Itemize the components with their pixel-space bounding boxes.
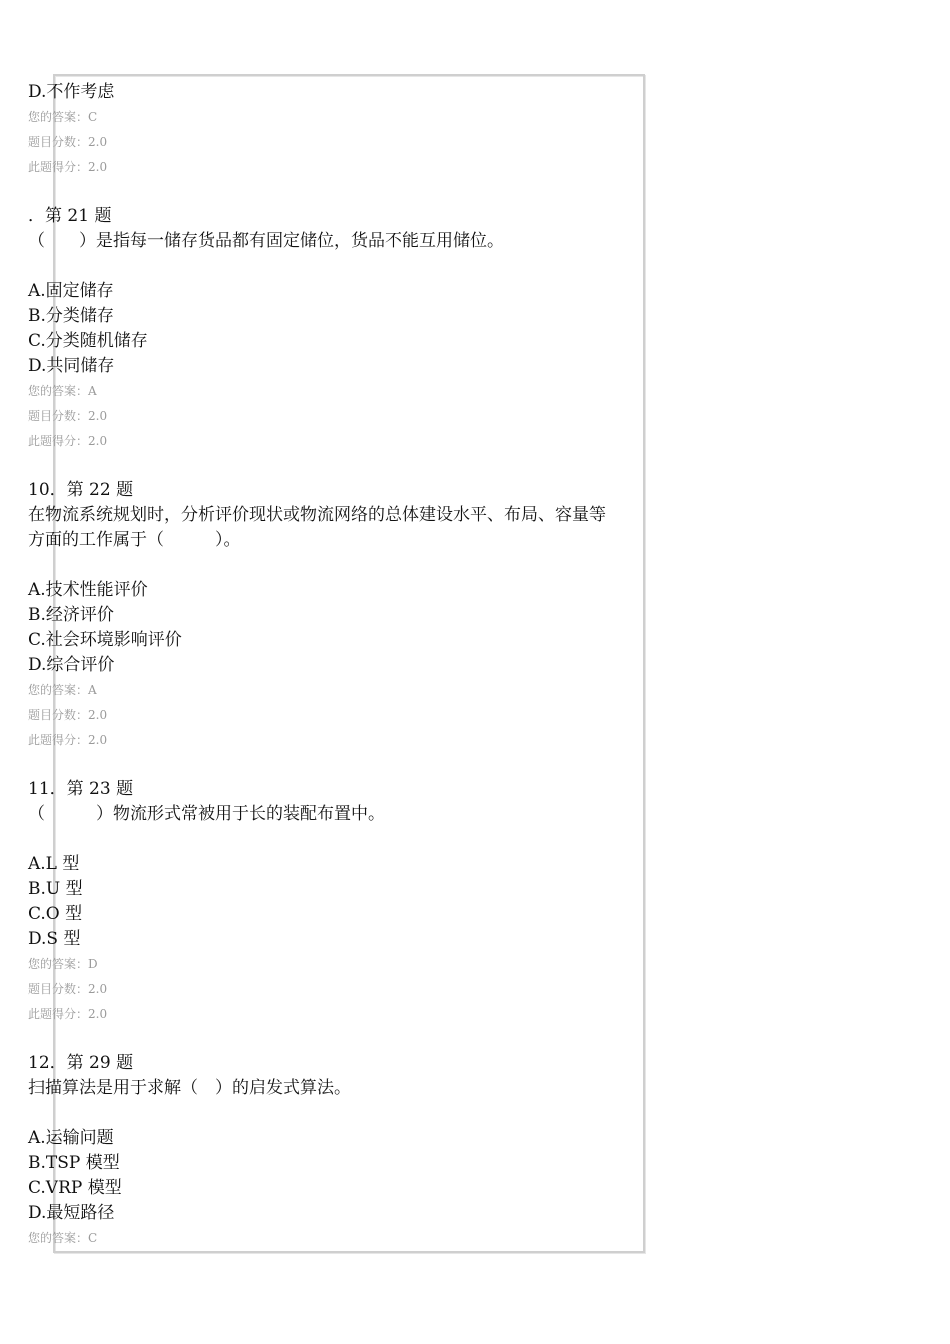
option-b-text: B.经济评价: [28, 605, 114, 625]
option-a-text: A.L 型: [28, 854, 80, 874]
your-answer: 您的答案：C: [28, 110, 98, 124]
option-b-text: B.U 型: [28, 879, 83, 899]
earned-score: 此题得分：2.0: [28, 434, 108, 448]
your-answer: 您的答案：C: [28, 1231, 98, 1245]
option-c-text: C.分类随机储存: [28, 331, 148, 351]
option-d-text: D.最短路径: [28, 1203, 115, 1223]
your-answer: 您的答案：A: [28, 683, 97, 697]
question-stem: 在物流系统规划时，分析评价现状或物流网络的总体建设水平、布局、容量等: [28, 505, 606, 525]
earned-score: 此题得分：2.0: [28, 160, 108, 174]
question-stem-continued: 方面的工作属于（ ）。: [28, 530, 241, 550]
question-stem: （ ）物流形式常被用于长的装配布置中。: [28, 804, 385, 824]
option-c-text: C.VRP 模型: [28, 1178, 122, 1198]
option-d-text: D.共同储存: [28, 356, 115, 376]
option-d-text: D.综合评价: [28, 655, 115, 675]
your-answer: 您的答案：D: [28, 957, 98, 971]
question-heading: 12．第 29 题: [28, 1053, 134, 1073]
question-score: 题目分数：2.0: [28, 135, 108, 149]
option-c-text: C.O 型: [28, 904, 83, 924]
earned-score: 此题得分：2.0: [28, 1007, 108, 1021]
question-score: 题目分数：2.0: [28, 409, 108, 423]
question-score: 题目分数：2.0: [28, 708, 108, 722]
your-answer: 您的答案：A: [28, 384, 97, 398]
option-a-text: A.固定储存: [28, 281, 114, 301]
question-heading: 11．第 23 题: [28, 779, 134, 799]
question-score: 题目分数：2.0: [28, 982, 108, 996]
option-d-text: D.S 型: [28, 929, 81, 949]
question-heading: 10．第 22 题: [28, 480, 134, 500]
question-heading: ．第 21 题: [28, 206, 112, 226]
earned-score: 此题得分：2.0: [28, 733, 108, 747]
option-b-text: B.TSP 模型: [28, 1153, 120, 1173]
option-d-text: D.不作考虑: [28, 82, 115, 102]
question-stem: （ ）是指每一储存货品都有固定储位，货品不能互用储位。: [28, 231, 504, 251]
option-c-text: C.社会环境影响评价: [28, 630, 182, 650]
option-b-text: B.分类储存: [28, 306, 114, 326]
option-a-text: A.技术性能评价: [28, 580, 148, 600]
question-stem: 扫描算法是用于求解（ ）的启发式算法。: [28, 1078, 351, 1098]
option-a-text: A.运输问题: [28, 1128, 114, 1148]
